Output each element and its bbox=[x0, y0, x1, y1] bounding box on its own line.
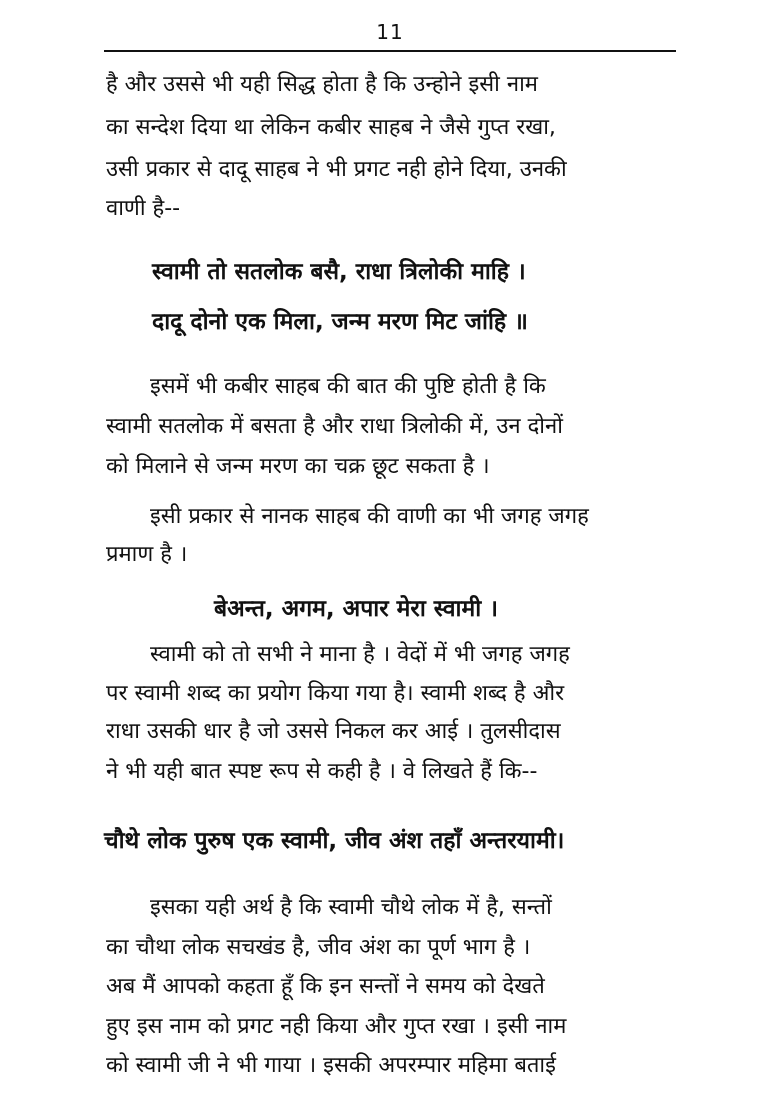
para2-line-3: को मिलाने से जन्म मरण का चक्र छूट सकता है । bbox=[106, 454, 490, 479]
header-rule bbox=[104, 50, 676, 52]
para5-line-3: अब मैं आपको कहता हूँ कि इन सन्तों ने समय को देखते bbox=[106, 974, 545, 999]
page-number: 11 bbox=[376, 20, 404, 44]
para3-line-1: इसी प्रकार से नानक साहब की वाणी का भी जगह जगह bbox=[150, 504, 589, 529]
para4-line-2: पर स्वामी शब्द का प्रयोग किया गया है। स्वामी शब्द है और bbox=[106, 681, 565, 706]
para1-line-3: उसी प्रकार से दादू साहब ने भी प्रगट नही होने दिया, उनकी bbox=[106, 157, 567, 182]
para1-line-2: का सन्देश दिया था लेकिन कबीर साहब ने जैसे गुप्त रखा, bbox=[106, 115, 556, 140]
para4-line-4: ने भी यही बात स्पष्ट रूप से कही है । वे लिखते हैं कि-- bbox=[106, 759, 538, 784]
para5-line-4: हुए इस नाम को प्रगट नही किया और गुप्त रखा । इसी नाम bbox=[106, 1014, 567, 1039]
para5-line-1: इसका यही अर्थ है कि स्वामी चौथे लोक में है, सन्तों bbox=[150, 895, 552, 920]
para5-line-2: का चौथा लोक सचखंड है, जीव अंश का पूर्ण भाग है । bbox=[106, 935, 531, 960]
verse3-line: चौथे लोक पुरुष एक स्वामी, जीव अंश तहाँ अन्तरयामी। bbox=[104, 828, 565, 854]
para2-line-2: स्वामी सतलोक में बसता है और राधा त्रिलोकी में, उन दोनों bbox=[106, 414, 563, 439]
verse2-line: बेअन्त, अगम, अपार मेरा स्वामी । bbox=[214, 596, 498, 622]
para4-line-3: राधा उसकी धार है जो उससे निकल कर आई । तुलसीदास bbox=[106, 719, 561, 744]
para3-line-2: प्रमाण है । bbox=[106, 542, 188, 567]
para2-line-1: इसमें भी कबीर साहब की बात की पुष्टि होती है कि bbox=[150, 374, 546, 399]
verse1-line-2: दादू दोनो एक मिला, जन्म मरण मिट जांहि ॥ bbox=[152, 309, 528, 335]
para1-line-4: वाणी है-- bbox=[106, 196, 181, 221]
para1-line-1: है और उससे भी यही सिद्ध होता है कि उन्होने इसी नाम bbox=[106, 72, 538, 97]
para5-line-5: को स्वामी जी ने भी गाया । इसकी अपरम्पार महिमा बताई bbox=[106, 1053, 556, 1078]
verse1-line-1: स्वामी तो सतलोक बसै, राधा त्रिलोकी माहि । bbox=[152, 259, 526, 285]
para4-line-1: स्वामी को तो सभी ने माना है । वेदों में भी जगह जगह bbox=[150, 642, 570, 667]
